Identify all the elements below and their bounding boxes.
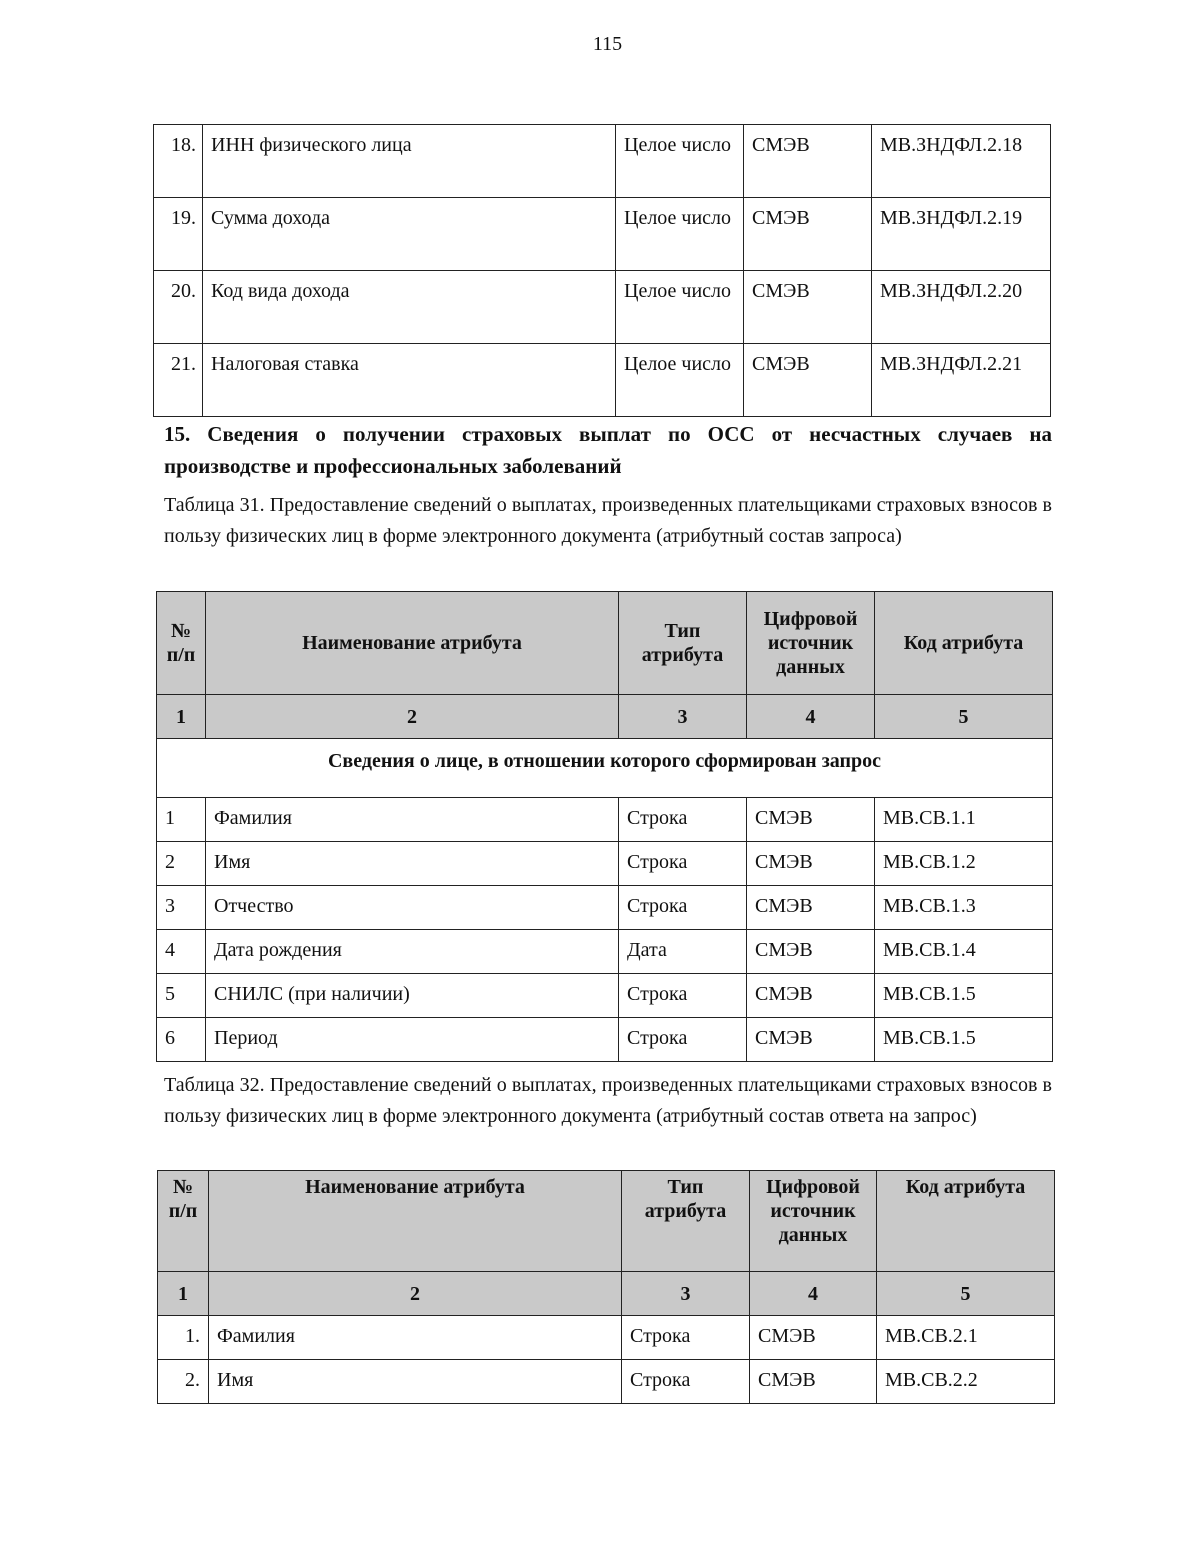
attribute-code: МВ.СВ.2.2 [877,1360,1055,1404]
attribute-type: Строка [622,1360,750,1404]
table-row [157,930,1053,974]
data-source: СМЭВ [747,974,875,1018]
table-row [158,1316,1055,1360]
attribute-name: Дата рождения [206,930,619,974]
continuation-table [153,124,1051,417]
attribute-type: Строка [619,842,747,886]
table-row [157,1018,1053,1062]
header-number: № п/п [157,592,206,695]
header-number: № п/п [158,1171,209,1272]
table-header-row [157,592,1053,695]
attribute-name: Код вида дохода [203,271,616,344]
attribute-name: Налоговая ставка [203,344,616,417]
data-source: СМЭВ [744,271,872,344]
row-number: 1 [157,798,206,842]
table-row [154,198,1051,271]
table-row [157,798,1053,842]
header-type: Тип атрибута [619,592,747,695]
column-index: 4 [747,695,875,739]
column-index: 3 [622,1272,750,1316]
group-title-row [157,739,1053,798]
row-number: 2. [158,1360,209,1404]
table-31 [156,591,1053,1062]
table-row [157,842,1053,886]
header-source: Цифровой источник данных [750,1171,877,1272]
header-name: Наименование атрибута [206,592,619,695]
table-row [154,125,1051,198]
column-index: 1 [157,695,206,739]
attribute-type: Целое число [616,271,744,344]
header-source: Цифровой источник данных [747,592,875,695]
data-source: СМЭВ [750,1316,877,1360]
row-number: 18. [154,125,203,198]
attribute-name: Имя [209,1360,622,1404]
attribute-code: МВ.СВ.1.4 [875,930,1053,974]
row-number: 2 [157,842,206,886]
header-code: Код атрибута [875,592,1053,695]
table-header-row [158,1171,1055,1272]
data-source: СМЭВ [747,1018,875,1062]
row-number: 4 [157,930,206,974]
attribute-code: МВ.ЗНДФЛ.2.18 [872,125,1051,198]
attribute-name: Отчество [206,886,619,930]
column-index-row [158,1272,1055,1316]
row-number: 1. [158,1316,209,1360]
attribute-type: Строка [619,974,747,1018]
row-number: 6 [157,1018,206,1062]
column-index: 2 [206,695,619,739]
header-type: Тип атрибута [622,1171,750,1272]
column-index: 4 [750,1272,877,1316]
table-row [154,344,1051,417]
attribute-name: Имя [206,842,619,886]
attribute-code: МВ.СВ.1.2 [875,842,1053,886]
attribute-type: Строка [619,886,747,930]
data-source: СМЭВ [744,198,872,271]
attribute-name: ИНН физического лица [203,125,616,198]
row-number: 21. [154,344,203,417]
table-32-caption: Таблица 32. Предоставление сведений о выплатах, произведенных плательщиками страховых взносов в пользу физических лиц в форме электронного документа (атрибутный состав ответа на запрос) [164,1074,1052,1127]
table-row [154,271,1051,344]
attribute-code: МВ.ЗНДФЛ.2.20 [872,271,1051,344]
data-source: СМЭВ [744,344,872,417]
data-source: СМЭВ [750,1360,877,1404]
attribute-name: Сумма дохода [203,198,616,271]
row-number: 20. [154,271,203,344]
attribute-code: МВ.СВ.1.3 [875,886,1053,930]
attribute-type: Строка [619,1018,747,1062]
column-index: 5 [877,1272,1055,1316]
table-32 [157,1170,1055,1404]
attribute-code: МВ.СВ.1.5 [875,974,1053,1018]
page-number: 115 [592,33,623,55]
column-index: 3 [619,695,747,739]
attribute-name: Фамилия [206,798,619,842]
row-number: 5 [157,974,206,1018]
attribute-type: Строка [619,798,747,842]
data-source: СМЭВ [747,886,875,930]
table-row [158,1360,1055,1404]
data-source: СМЭВ [747,930,875,974]
attribute-type: Строка [622,1316,750,1360]
attribute-type: Целое число [616,198,744,271]
data-source: СМЭВ [747,798,875,842]
attribute-name: СНИЛС (при наличии) [206,974,619,1018]
header-name: Наименование атрибута [209,1171,622,1272]
column-index: 2 [209,1272,622,1316]
data-source: СМЭВ [744,125,872,198]
attribute-code: МВ.СВ.1.5 [875,1018,1053,1062]
table-row [157,974,1053,1018]
attribute-code: МВ.ЗНДФЛ.2.21 [872,344,1051,417]
table-31-caption: Таблица 31. Предоставление сведений о выплатах, произведенных плательщиками страховых взносов в пользу физических лиц в форме электронного документа (атрибутный состав запроса) [164,494,1052,547]
attribute-code: МВ.СВ.2.1 [877,1316,1055,1360]
data-source: СМЭВ [747,842,875,886]
attribute-code: МВ.ЗНДФЛ.2.19 [872,198,1051,271]
attribute-name: Период [206,1018,619,1062]
column-index: 5 [875,695,1053,739]
row-number: 19. [154,198,203,271]
section-heading: 15. Сведения о получении страховых выплат по ОСС от несчастных случаев на производстве и профессиональных заболеваний [164,422,1052,478]
attribute-type: Целое число [616,344,744,417]
attribute-name: Фамилия [209,1316,622,1360]
attribute-type: Дата [619,930,747,974]
table-row [157,886,1053,930]
row-number: 3 [157,886,206,930]
attribute-type: Целое число [616,125,744,198]
column-index-row [157,695,1053,739]
group-title: Сведения о лице, в отношении которого сформирован запрос [157,739,1053,798]
column-index: 1 [158,1272,209,1316]
header-code: Код атрибута [877,1171,1055,1272]
attribute-code: МВ.СВ.1.1 [875,798,1053,842]
